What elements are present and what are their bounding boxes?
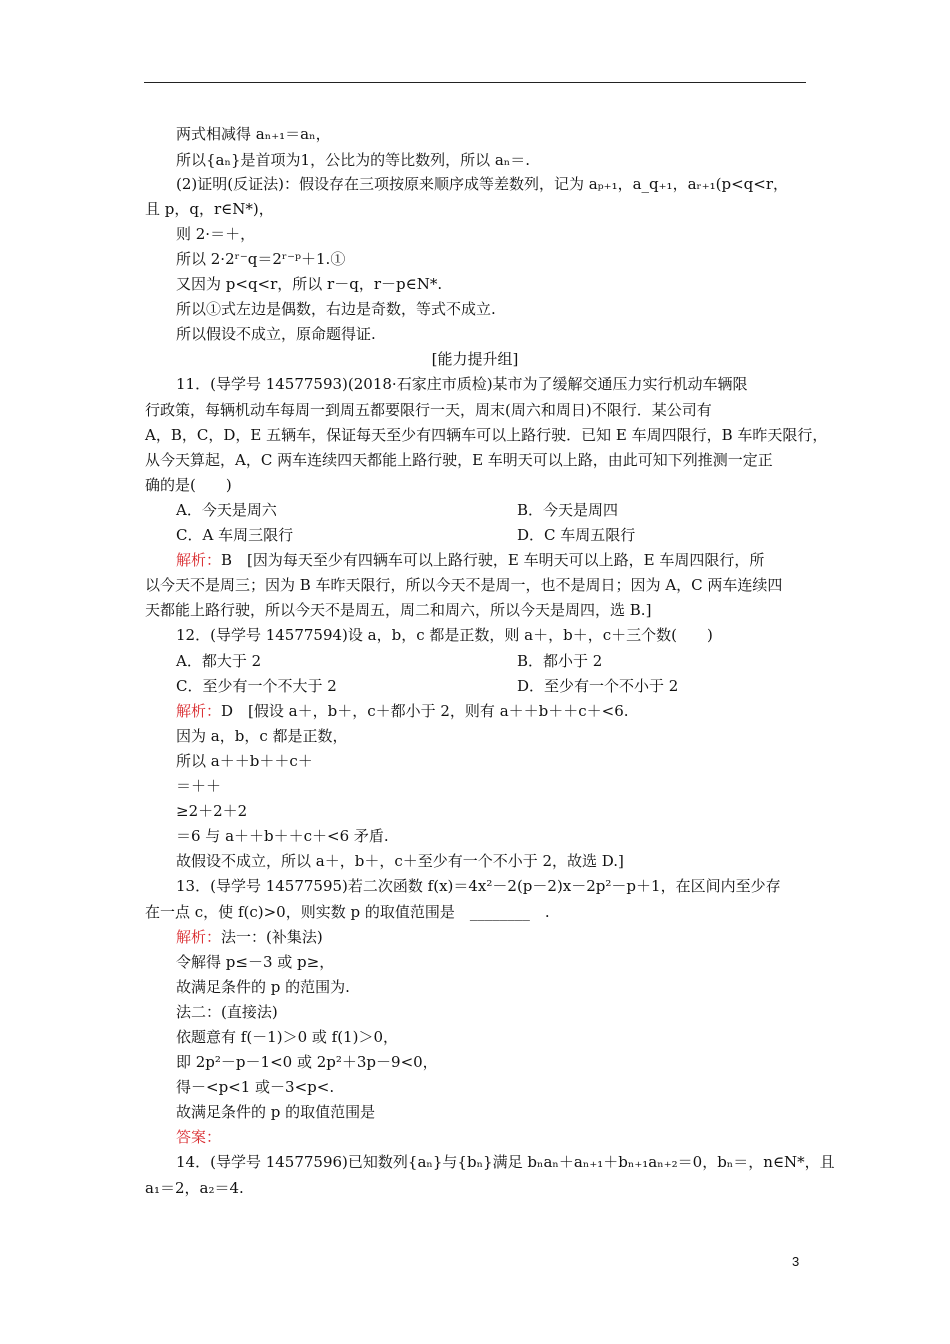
text-line: 所以{aₙ}是首项为1，公比为的等比数列，所以 aₙ＝. — [176, 151, 531, 169]
text-line: 令解得 p≤－3 或 p≥， — [176, 953, 335, 971]
text-line: 所以假设不成立，原命题得证. — [176, 325, 376, 343]
text-line: ≥2＋2＋2 — [176, 802, 248, 820]
page-number: 3 — [792, 1254, 800, 1269]
text-line: 法二：(直接法) — [176, 1003, 278, 1021]
text-line: (2)证明(反证法)：假设存在三项按原来顺序成等差数列，记为 aₚ₊₁，a_q₊₁，aᵣ₊₁(p<q<r， — [176, 175, 789, 193]
text-line: 所以①式左边是偶数，右边是奇数，等式不成立. — [176, 300, 496, 318]
header-rule — [144, 82, 806, 83]
text-line: 故满足条件的 p 的取值范围是 — [176, 1103, 376, 1121]
question-14: 14．(导学号 14577596)已知数列{aₙ}与{bₙ}满足 bₙaₙ＋aₙ₊₁＋bₙ₊₁aₙ₊₂＝0，bₙ＝，n∈N*，且 — [176, 1153, 835, 1171]
option-d: D．至少有一个不小于 2 — [517, 677, 679, 695]
text-line: ＝＋＋ — [176, 777, 222, 795]
option-c: C．A 车周三限行 — [176, 526, 294, 544]
text-line: 从今天算起，A，C 两车连续四天都能上路行驶，E 车明天可以上路，由此可知下列推测一定正 — [145, 451, 773, 469]
text-line: 所以 2·2ʳ⁻q＝2ʳ⁻ᵖ＋1.① — [176, 250, 346, 268]
text-line: 确的是( ) — [145, 476, 232, 494]
section-heading: [能力提升组] — [431, 350, 519, 368]
solution-label: 解析： — [176, 928, 222, 946]
option-a: A．都大于 2 — [176, 652, 262, 670]
text-line: 则 2·＝＋， — [176, 225, 256, 243]
text-line: 以今天不是周三；因为 B 车昨天限行，所以今天不是周一，也不是周日；因为 A，C 两车连续四 — [145, 576, 783, 594]
option-a: A．今天是周六 — [176, 501, 277, 519]
text-line: 故假设不成立，所以 a＋，b＋，c＋至少有一个不小于 2，故选 D.] — [176, 852, 624, 870]
option-b: B．今天是周四 — [517, 501, 619, 519]
text-line: a₁＝2，a₂＝4. — [145, 1179, 244, 1197]
question-12: 12．(导学号 14577594)设 a，b，c 都是正数，则 a＋，b＋，c＋三个数( ) — [176, 626, 713, 644]
option-c: C．至少有一个不大于 2 — [176, 677, 337, 695]
text-line: 行政策，每辆机动车每周一到周五都要限行一天，周末(周六和周日)不限行．某公司有 — [145, 401, 712, 419]
text-line: 得－<p<1 或－3<p<. — [176, 1078, 335, 1096]
text-line: 故满足条件的 p 的范围为. — [176, 978, 350, 996]
option-b: B．都小于 2 — [517, 652, 603, 670]
question-13: 13．(导学号 14577595)若二次函数 f(x)＝4x²－2(p－2)x－2p²－p＋1，在区间内至少存 — [176, 877, 781, 895]
text-line: 因为 a，b，c 都是正数， — [176, 727, 348, 745]
text-line: 天都能上路行驶，所以今天不是周五，周二和周六，所以今天是周四，选 B.] — [145, 601, 652, 619]
text-line: 两式相减得 aₙ₊₁＝aₙ， — [176, 125, 331, 143]
solution-label: 解析： — [176, 702, 222, 720]
text-line: 依题意有 f(－1)＞0 或 f(1)＞0， — [176, 1028, 398, 1046]
text-line: 又因为 p<q<r，所以 r－q，r－p∈N*. — [176, 275, 443, 293]
text-line: A，B，C，D，E 五辆车，保证每天至少有四辆车可以上路行驶．已知 E 车周四限行，B 车昨天限行， — [145, 426, 828, 444]
option-d: D．C 车周五限行 — [517, 526, 636, 544]
text-line: ＝6 与 a＋＋b＋＋c＋<6 矛盾. — [176, 827, 389, 845]
text-line: 且 p，q，r∈N*)， — [145, 200, 274, 218]
text-line: 所以 a＋＋b＋＋c＋ — [176, 752, 313, 770]
solution-label: 解析： — [176, 551, 222, 569]
solution-line: 解析：D [假设 a＋，b＋，c＋都小于 2，则有 a＋＋b＋＋c＋<6. — [176, 702, 629, 720]
solution-line: 解析：法一：(补集法) — [176, 928, 323, 946]
answer-label: 答案： — [176, 1128, 222, 1146]
question-11: 11．(导学号 14577593)(2018·石家庄市质检)某市为了缓解交通压力实行机动车辆限 — [176, 375, 748, 393]
solution-line: 解析：B [因为每天至少有四辆车可以上路行驶，E 车明天可以上路，E 车周四限行，所 — [176, 551, 765, 569]
text-line: 在一点 c，使 f(c)>0，则实数 p 的取值范围是 ________ . — [145, 903, 550, 921]
text-line: 即 2p²－p－1<0 或 2p²＋3p－9<0， — [176, 1053, 438, 1071]
